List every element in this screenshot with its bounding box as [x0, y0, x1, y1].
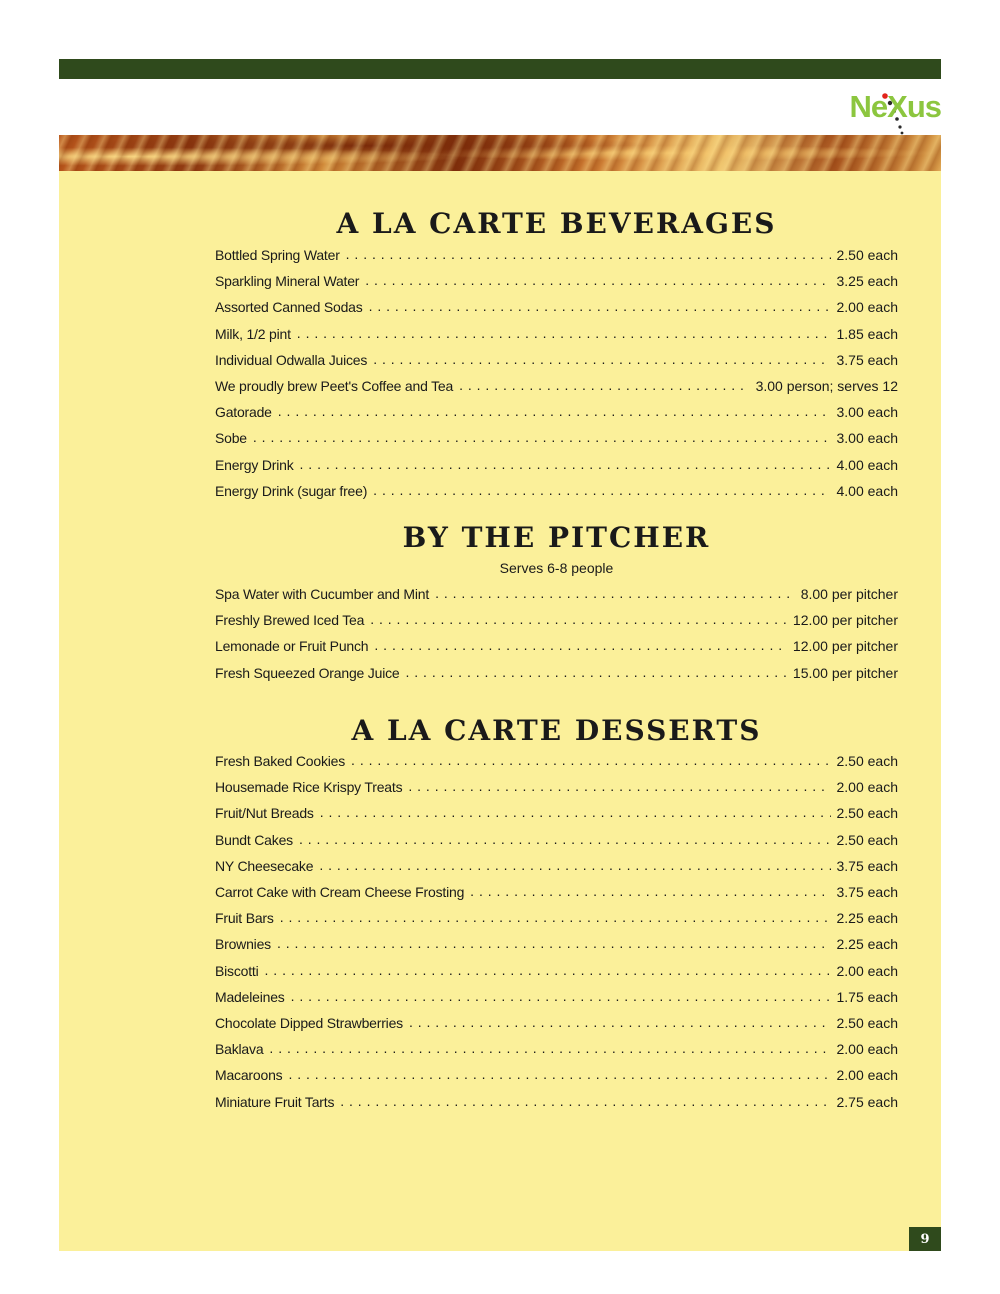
menu-item-name: Miniature Fruit Tarts [215, 1093, 335, 1110]
menu-item-row [215, 478, 898, 504]
menu-page [59, 171, 941, 1251]
menu-item-name: We proudly brew Peet's Coffee and Tea [215, 378, 454, 394]
menu-item-name: Sparkling Mineral Water [215, 273, 360, 290]
menu-item-row [215, 800, 898, 826]
dot-leader [408, 778, 830, 796]
menu-item-name: Biscotti [215, 962, 259, 979]
menu-item-price: 3.75 each [836, 884, 898, 900]
menu-item-name: Madeleines [215, 988, 285, 1005]
dot-leader [374, 637, 787, 655]
dot-leader [320, 804, 831, 822]
menu-item-name: Fruit Bars [215, 910, 274, 927]
pitcher-subtitle: Serves 6-8 people [499, 560, 614, 576]
menu-item-price: 2.00 each [836, 1041, 898, 1058]
dot-leader [265, 962, 831, 980]
menu-item-price: 8.00 per pitcher [800, 586, 898, 602]
dot-leader [340, 1093, 830, 1111]
menu-item-price: 3.00 each [836, 430, 898, 447]
dot-leader [319, 857, 830, 875]
nexus-logo [811, 87, 941, 127]
menu-item-name: Gatorade [215, 404, 272, 421]
menu-item-row [215, 774, 898, 800]
menu-item-price: 3.00 each [836, 404, 898, 421]
menu-item-row [215, 321, 898, 347]
dot-leader [365, 272, 830, 290]
menu-item-row [215, 242, 898, 268]
header-bar [59, 59, 941, 79]
menu-item-row [215, 660, 898, 686]
menu-item-name: Milk, 1/2 pint [215, 325, 291, 342]
menu-item-row [215, 827, 898, 853]
menu-item-price: 1.75 each [836, 988, 898, 1005]
menu-item-price: 2.75 each [836, 1093, 898, 1110]
dot-leader [369, 298, 831, 316]
menu-item-name: Macaroons [215, 1067, 283, 1084]
menu-item-name: Brownies [215, 936, 271, 953]
menu-item-price: 2.50 each [836, 247, 898, 263]
menu-item-price: 3.75 each [836, 351, 898, 368]
menu-item-row [215, 581, 898, 607]
menu-item-row [215, 748, 898, 774]
dot-leader [253, 429, 831, 447]
menu-item-row [215, 607, 898, 633]
dot-leader [470, 883, 830, 901]
dot-leader [409, 1014, 831, 1032]
menu-item-row [215, 905, 898, 931]
menu-item-row [215, 452, 898, 478]
menu-item-name: NY Cheesecake [215, 857, 314, 874]
menu-item-row [215, 294, 898, 320]
dot-leader [435, 585, 795, 603]
menu-item-name: Energy Drink [215, 456, 294, 473]
menu-item-price: 2.00 each [836, 779, 898, 796]
dot-leader [269, 1040, 830, 1058]
menu-item-name: Fresh Squeezed Orange Juice [215, 664, 400, 681]
menu-item-price: 2.50 each [836, 831, 898, 848]
dot-leader [373, 351, 830, 369]
menu-item-name: Assorted Canned Sodas [215, 299, 363, 316]
wheat-banner-image [59, 135, 941, 171]
menu-item-row [215, 879, 898, 905]
menu-item-price: 4.00 each [836, 456, 898, 473]
menu-item-name: Spa Water with Cucumber and Mint [215, 586, 430, 602]
dot-leader [459, 377, 749, 395]
logo-text: NeXus [849, 89, 941, 124]
menu-item-name: Energy Drink (sugar free) [215, 482, 368, 499]
menu-item-row [215, 1062, 898, 1088]
menu-item-row [215, 1036, 898, 1062]
menu-item-name: Sobe [215, 430, 247, 447]
menu-item-name: Chocolate Dipped Strawberries [215, 1015, 403, 1031]
dot-leader [297, 325, 831, 343]
menu-item-price: 2.50 each [836, 1015, 898, 1031]
menu-item-row [215, 347, 898, 373]
menu-item-price: 2.50 each [836, 753, 898, 769]
menu-item-name: Freshly Brewed Iced Tea [215, 612, 365, 629]
menu-item-row [215, 1010, 898, 1036]
header [59, 79, 941, 135]
menu-item-name: Housemade Rice Krispy Treats [215, 779, 403, 796]
menu-item-price: 15.00 per pitcher [792, 664, 898, 681]
menu-item-price: 1.85 each [836, 325, 898, 342]
beverages-title: A LA CARTE BEVERAGES [336, 207, 777, 240]
menu-item-name: Individual Odwalla Juices [215, 351, 368, 368]
menu-item-price: 12.00 per pitcher [792, 612, 898, 629]
menu-item-row [215, 1089, 898, 1115]
menu-item-row [215, 373, 898, 399]
menu-item-price: 2.00 each [836, 299, 898, 316]
menu-item-row [215, 958, 898, 984]
menu-item-price: 3.00 person; serves 12 [755, 378, 898, 394]
dot-leader [277, 935, 831, 953]
menu-item-row [215, 633, 898, 659]
menu-item-name: Bottled Spring Water [215, 247, 340, 263]
menu-item-price: 2.00 each [836, 962, 898, 979]
menu-item-name: Lemonade or Fruit Punch [215, 638, 369, 655]
menu-item-price: 12.00 per pitcher [792, 638, 898, 655]
menu-item-price: 3.25 each [836, 273, 898, 290]
menu-item-row [215, 425, 898, 451]
menu-item-name: Baklava [215, 1041, 264, 1058]
menu-item-row [215, 931, 898, 957]
menu-item-price: 3.75 each [836, 857, 898, 874]
menu-item-row [215, 268, 898, 294]
menu-item-price: 2.50 each [836, 805, 898, 822]
dot-leader [373, 482, 830, 500]
dot-leader [346, 246, 831, 264]
dot-leader [280, 909, 831, 927]
menu-item-price: 4.00 each [836, 482, 898, 499]
menu-item-row [215, 853, 898, 879]
dot-leader [351, 752, 830, 770]
pitcher-title: BY THE PITCHER [402, 521, 711, 554]
menu-item-name: Fresh Baked Cookies [215, 753, 346, 769]
menu-item-name: Fruit/Nut Breads [215, 805, 314, 822]
menu-item-price: 2.25 each [836, 936, 898, 953]
menu-item-price: 2.25 each [836, 910, 898, 927]
dot-leader [278, 403, 831, 421]
dot-leader [370, 611, 787, 629]
dot-leader [291, 988, 831, 1006]
page-number: 9 [909, 1227, 941, 1251]
menu-item-name: Bundt Cakes [215, 831, 293, 848]
dot-leader [300, 456, 831, 474]
menu-item-name: Carrot Cake with Cream Cheese Frosting [215, 884, 465, 900]
desserts-title: A LA CARTE DESSERTS [351, 714, 762, 747]
menu-item-row [215, 399, 898, 425]
dot-leader [406, 664, 787, 682]
dot-leader [288, 1066, 830, 1084]
dot-leader [299, 831, 831, 849]
menu-item-price: 2.00 each [836, 1067, 898, 1084]
menu-item-row [215, 984, 898, 1010]
